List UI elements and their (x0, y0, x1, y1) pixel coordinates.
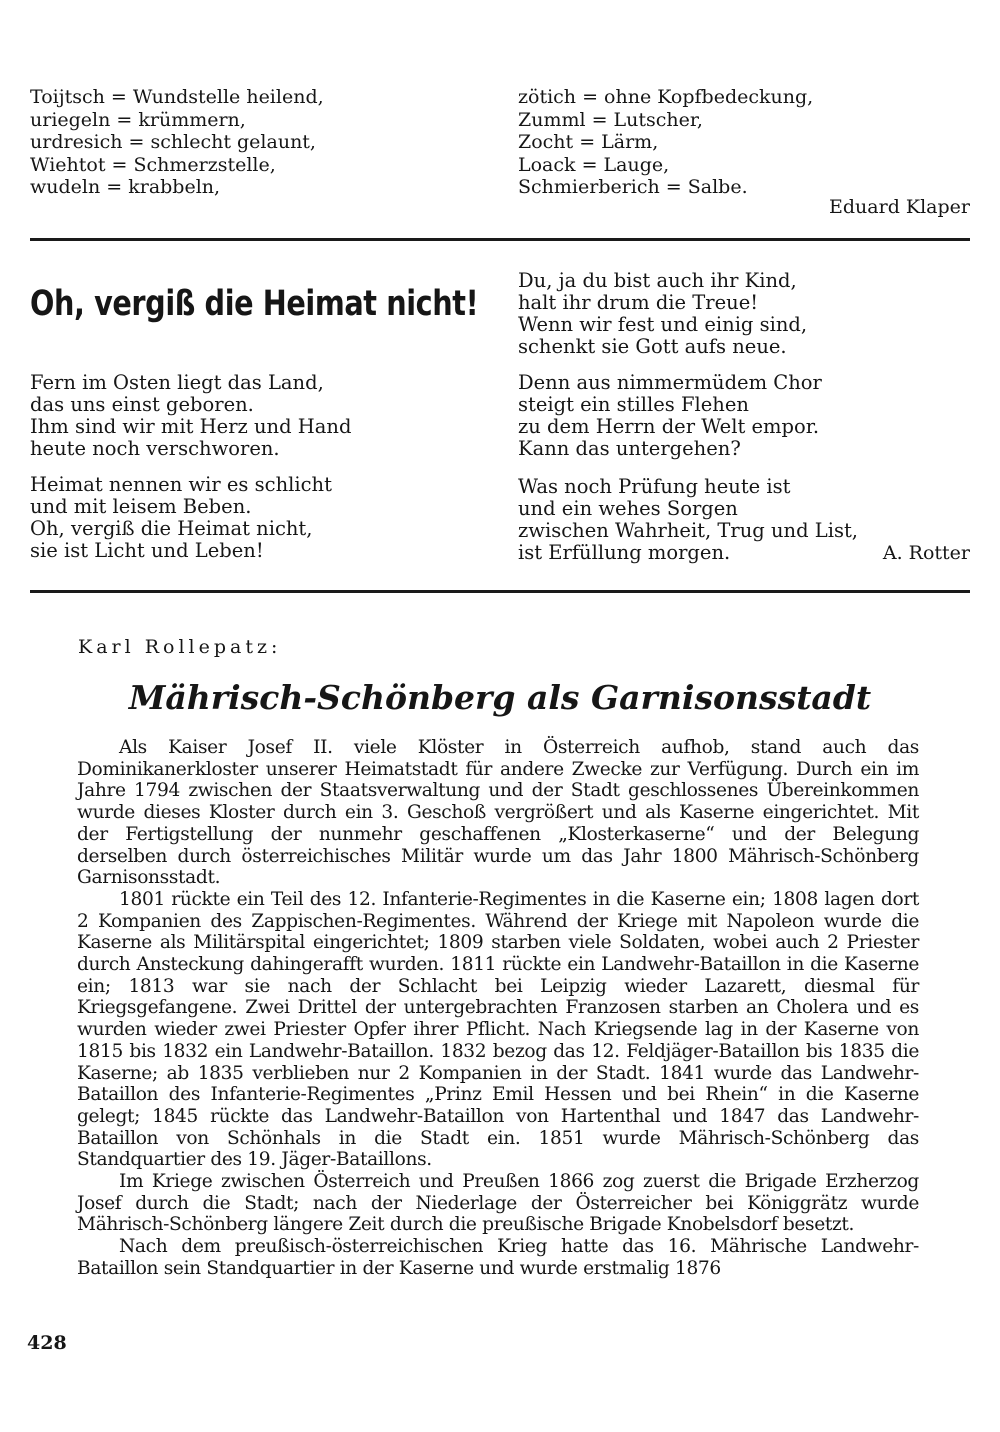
poem-line: das uns einst geboren. (30, 393, 254, 416)
poem-line: Oh, vergiß die Heimat nicht, (30, 517, 313, 540)
article-paragraph: 1801 rückte ein Teil des 12. Infanterie-Regimentes in die Kaserne ein; 1808 lagen dort 2 Kompanien des Zappischen-Regimentes. Während der Kriege mit Napoleon wurde die Kaserne als Militärspital eingerichtet; 1809 starben viele Soldaten, wobei auch 2 Priester durch Ansteckung dahingerafft wurden. 1811 rückte ein Landwehr-Bataillon in die Kaserne ein; 1813 war sie nach der Schlacht bei Leipzig wieder Lazarett, diesmal für Kriegsgefangene. Zwei Drittel der untergebrachten Franzosen starben an Cholera und es wurden wieder zwei Priester Opfer ihrer Pflicht. Nach Kriegsende lag in der Kaserne von 1815 bis 1832 ein Landwehr-Bataillon. 1832 bezog das 12. Feldjäger-Bataillon bis 1835 die Kaserne; ab 1835 verblieben nur 2 Kompanien in der Stadt. 1841 wurde das Landwehr-Bataillon des Infanterie-Regimentes „Prinz Emil Hessen und bei Rhein“ in die Kaserne gelegt; 1845 rückte das Landwehr-Bataillon von Hartenthal und 1847 das Landwehr-Bataillon von Schönhals in die Stadt ein. 1851 wurde Mährisch-Schönberg das Standquartier des 19. Jäger-Bataillons. (77, 888, 919, 1171)
poem-stanza-5 (518, 476, 858, 564)
poem-stanza-2 (30, 474, 332, 562)
glossary-entry: wudeln = krabbeln, (30, 176, 221, 198)
glossary-entry: urdresich = schlecht gelaunt, (30, 131, 316, 153)
poem-line: Kann das untergehen? (518, 437, 741, 460)
article-paragraph: Nach dem preußisch-österreichischen Krieg hatte das 16. Mährische Landwehr-Bataillon sein Standquartier in der Kaserne und wurde erstmalig 1876 (77, 1236, 919, 1279)
poem-line: sie ist Licht und Leben! (30, 539, 264, 562)
poem-line: Heimat nennen wir es schlicht (30, 473, 332, 496)
page-number: 428 (27, 1332, 67, 1354)
poem-author: A. Rotter (882, 542, 970, 564)
divider-rule (30, 238, 970, 241)
poem-line: Ihm sind wir mit Herz und Hand (30, 415, 352, 438)
poem-line: Wenn wir fest und einig sind, (518, 313, 808, 336)
glossary-author: Eduard Klaper (829, 196, 970, 218)
glossary-entry: Loack = Lauge, (518, 153, 670, 176)
glossary-entry: Toijtsch = Wundstelle heilend, (30, 86, 324, 108)
poem-line: halt ihr drum die Treue! (518, 291, 759, 314)
glossary-entry: uriegeln = krümmern, (30, 108, 246, 131)
divider-rule (30, 590, 970, 593)
glossary-entry: Zocht = Lärm, (518, 131, 659, 153)
article-paragraph: Im Kriege zwischen Österreich und Preußen 1866 zog zuerst die Brigade Erzherzog Josef durch die Stadt; nach der Niederlage der Österreicher bei Königgrätz wurde Mährisch-Schönberg längere Zeit durch die preußische Brigade Knobelsdorf besetzt. (77, 1171, 919, 1236)
poem-line: zwischen Wahrheit, Trug und List, (518, 519, 859, 542)
glossary-right-column (518, 86, 813, 199)
glossary-entry: zötich = ohne Kopfbedeckung, (518, 86, 814, 108)
article-byline: Karl Rollepatz: (78, 636, 282, 658)
poem-stanza-3 (518, 270, 807, 358)
poem-line: schenkt sie Gott aufs neue. (518, 335, 787, 358)
poem-title: Oh, vergiß die Heimat nicht! (30, 284, 479, 324)
glossary-left-column (30, 86, 324, 199)
poem-line: und ein wehes Sorgen (518, 497, 738, 520)
poem-line: heute noch verschworen. (30, 437, 280, 460)
article-body (77, 737, 919, 1280)
poem-line: zu dem Herrn der Welt empor. (518, 415, 820, 438)
glossary-entry: Wiehtot = Schmerzstelle, (30, 153, 276, 176)
poem-line: und mit leisem Beben. (30, 495, 252, 518)
poem-line: Fern im Osten liegt das Land, (30, 371, 324, 394)
article-title: Mährisch-Schönberg als Garnisonsstadt (128, 678, 872, 717)
poem-line: Denn aus nimmermüdem Chor (518, 371, 822, 394)
poem-line: Was noch Prüfung heute ist (518, 475, 791, 498)
glossary-entry: Zumml = Lutscher, (518, 108, 703, 131)
article-paragraph: Als Kaiser Josef II. viele Klöster in Österreich aufhob, stand auch das Dominikanerkloster unserer Heimatstadt für andere Zwecke zur Verfügung. Durch ein im Jahre 1794 zwischen der Staatsverwaltung und der Stadt geschlossenes Übereinkommen wurde dieses Kloster durch ein 3. Geschoß vergrößert und als Kaserne eingerichtet. Mit der Fertigstellung der nunmehr geschaffenen „Klosterkaserne“ und der Belegung derselben durch österreichisches Militär wurde um das Jahr 1800 Mährisch-Schönberg Garnisonsstadt. (77, 737, 919, 889)
poem-line: steigt ein stilles Flehen (518, 393, 749, 416)
poem-line: Du, ja du bist auch ihr Kind, (518, 269, 797, 292)
glossary-entry: Schmierberich = Salbe. (518, 176, 748, 198)
poem-line: ist Erfüllung morgen. (518, 541, 731, 564)
poem-stanza-4 (518, 372, 822, 460)
poem-stanza-1 (30, 372, 351, 460)
